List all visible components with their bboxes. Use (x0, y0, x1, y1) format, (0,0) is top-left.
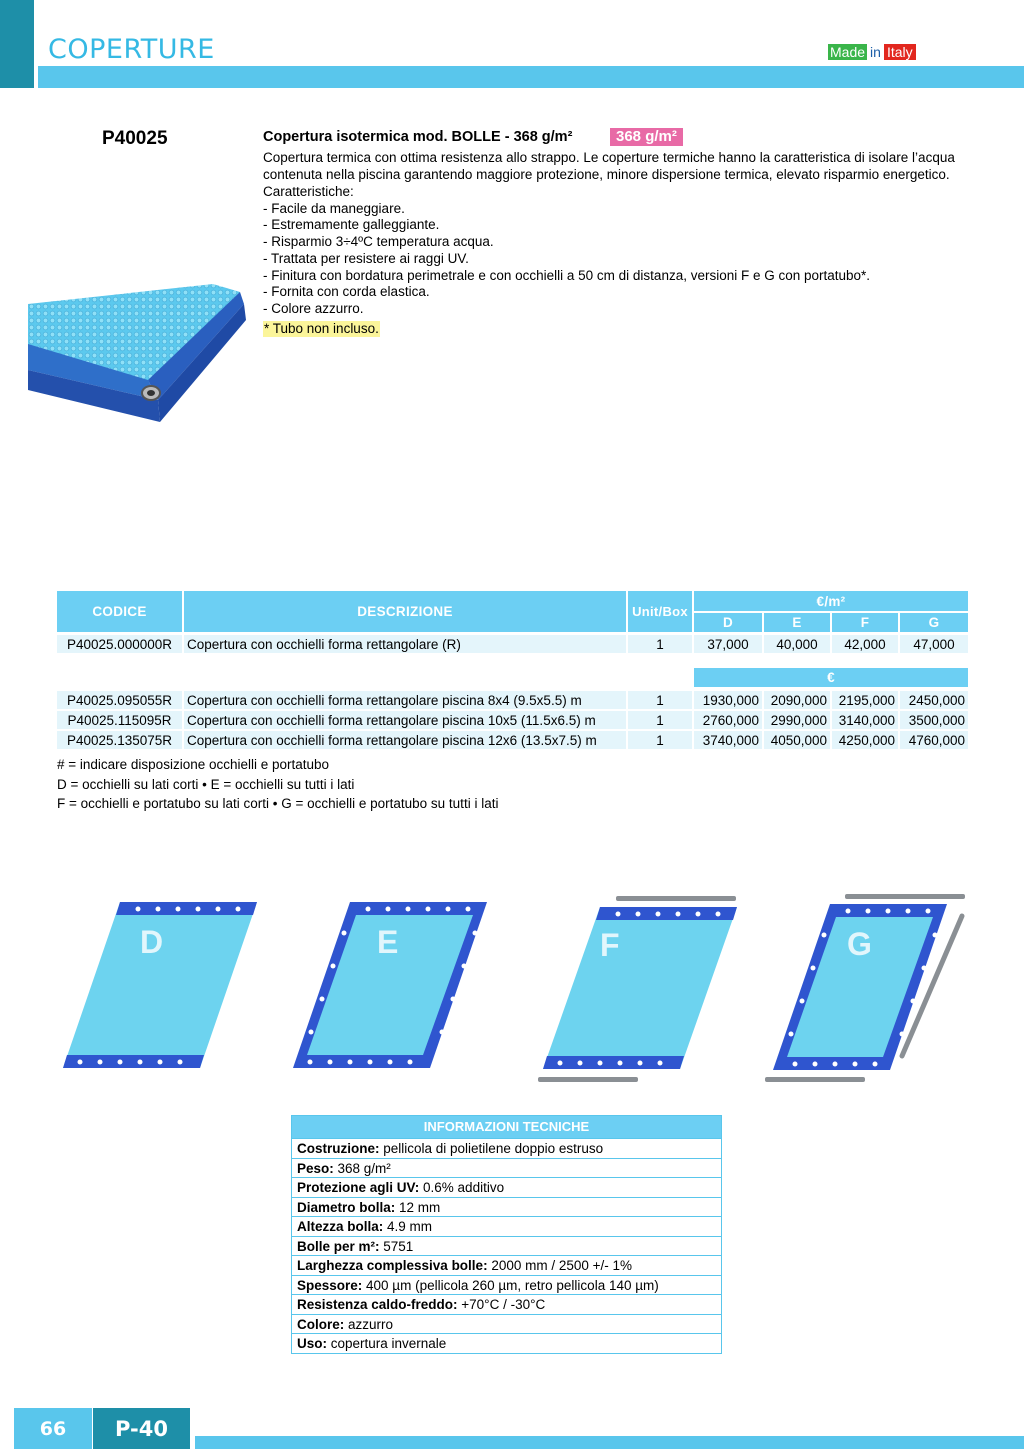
tech-label: Peso: (297, 1160, 334, 1176)
tech-value: +70°C / -30°C (457, 1297, 546, 1312)
cell-unit: 1 (628, 731, 692, 749)
footer-bar (195, 1436, 1024, 1449)
header-bar (38, 66, 1024, 88)
tech-value: 0.6% additivo (419, 1180, 505, 1195)
header-codice: CODICE (57, 591, 182, 632)
cell-price-g: 3500,000 (900, 711, 968, 729)
header-sidebar-block (0, 0, 34, 88)
feature-item: - Risparmio 3÷4ºC temperatura acqua. (263, 234, 494, 250)
cell-description: Copertura con occhielli forma rettangolare (R) (184, 635, 626, 653)
tech-label: Larghezza complessiva bolle: (297, 1258, 488, 1273)
made-in-italy-badge (828, 44, 916, 60)
cell-price-e: 2990,000 (764, 711, 830, 729)
cell-price-e: 2090,000 (764, 691, 830, 709)
cell-unit: 1 (628, 711, 692, 729)
legend-line: F = occhielli e portatubo su lati corti • G = occhielli e portatubo su tutti i lati (57, 796, 499, 812)
tech-row (292, 1216, 721, 1236)
cell-price-f: 3140,000 (832, 711, 898, 729)
cell-description: Copertura con occhielli forma rettangolare piscina 12x6 (13.5x7.5) m (184, 731, 626, 749)
cell-code: P40025.135075R (57, 731, 182, 749)
tech-value: pellicola di polietilene doppio estruso (379, 1141, 604, 1156)
cell-price-f: 4250,000 (832, 731, 898, 749)
made-label: Made (830, 44, 866, 60)
cell-price-e: 40,000 (764, 635, 830, 653)
diagram-label-g: G (847, 926, 872, 962)
in-label: in (870, 44, 881, 60)
diagram-label-e: E (377, 924, 399, 960)
cell-price-d: 2760,000 (694, 711, 762, 729)
weight-badge: 368 g/m² (610, 128, 683, 146)
header-col-d: D (694, 613, 762, 632)
tech-row (292, 1314, 721, 1334)
cell-price-e: 4050,000 (764, 731, 830, 749)
tech-label: Resistenza caldo-freddo: (297, 1297, 458, 1312)
features-list (263, 184, 983, 318)
diagram-d (63, 902, 257, 1068)
tech-value: azzurro (344, 1316, 394, 1332)
cell-description: Copertura con occhielli forma rettangolare piscina 8x4 (9.5x5.5) m (184, 691, 626, 709)
tech-row (292, 1333, 721, 1353)
tech-row (292, 1294, 721, 1314)
cover-type-diagrams (50, 888, 980, 1098)
legend (57, 755, 498, 814)
page-code: P-40 (93, 1408, 190, 1449)
tech-row (292, 1236, 721, 1256)
product-photo (28, 282, 248, 427)
tech-row (292, 1177, 721, 1197)
cell-code: P40025.095055R (57, 691, 182, 709)
cell-price-g: 47,000 (900, 635, 968, 653)
tech-label: Costruzione: (297, 1141, 380, 1156)
tech-value: 400 µm (pellicola 260 µm, retro pellicola 140 µm) (362, 1277, 659, 1293)
tech-label: Uso: (297, 1336, 327, 1351)
page-number: 66 (14, 1408, 92, 1449)
tech-row (292, 1275, 721, 1295)
cell-code: P40025.000000R (57, 635, 182, 653)
tech-value: 2000 mm / 2500 +/- 1% (487, 1258, 633, 1273)
tech-value: 5751 (379, 1238, 414, 1254)
tech-label: Diametro bolla: (297, 1199, 396, 1215)
cell-price-d: 1930,000 (694, 691, 762, 709)
diagram-e (293, 902, 487, 1068)
tech-value: 4.9 mm (383, 1219, 433, 1234)
tech-info-title: INFORMAZIONI TECNICHE (292, 1116, 721, 1138)
tech-row (292, 1158, 721, 1178)
cell-price-g: 4760,000 (900, 731, 968, 749)
feature-item: - Colore azzurro. (263, 300, 364, 316)
features-title: Caratteristiche: (263, 184, 354, 199)
cell-price-d: 3740,000 (694, 731, 762, 749)
cell-price-f: 42,000 (832, 635, 898, 653)
header-col-e: E (764, 613, 830, 632)
tech-value: copertura invernale (327, 1336, 447, 1351)
tech-label: Colore: (297, 1316, 345, 1332)
legend-line: # = indicare disposizione occhielli e portatubo (57, 757, 330, 772)
product-code: P40025 (102, 128, 168, 149)
diagram-label-f: F (600, 927, 620, 963)
cell-price-g: 2450,000 (900, 691, 968, 709)
tech-value: 12 mm (395, 1199, 441, 1215)
feature-item: - Trattata per resistere ai raggi UV. (263, 250, 469, 266)
section-title: COPERTURE (48, 34, 215, 65)
tech-row (292, 1138, 721, 1158)
tech-info-table (291, 1115, 722, 1354)
legend-line: D = occhielli su lati corti • E = occhielli su tutti i lati (57, 776, 355, 792)
header-price-m2: €/m² (694, 591, 968, 611)
feature-item: - Finitura con bordatura perimetrale e con occhielli a 50 cm di distanza, versioni F e G con portatubo*. (263, 267, 871, 283)
italy-label: Italy (884, 44, 916, 60)
cell-price-d: 37,000 (694, 635, 762, 653)
cell-description: Copertura con occhielli forma rettangolare piscina 10x5 (11.5x6.5) m (184, 711, 626, 729)
cell-price-f: 2195,000 (832, 691, 898, 709)
diagram-f (538, 896, 737, 1082)
header-unit-box: Unit/Box (628, 591, 692, 632)
header-price-eur: € (694, 668, 968, 687)
diagram-g (765, 894, 965, 1082)
product-description: Copertura termica con ottima resistenza allo strappo. Le coperture termiche hanno la caratteristica di isolare l’acqua contenuta nella piscina garantendo maggiore protezione, minore dispersione termica, elevato risparmio energetico. (263, 150, 955, 182)
header-descrizione: DESCRIZIONE (184, 591, 626, 632)
feature-item: - Facile da maneggiare. (263, 200, 405, 216)
tube-note: * Tubo non incluso. (264, 321, 379, 336)
cell-code: P40025.115095R (57, 711, 182, 729)
cell-unit: 1 (628, 691, 692, 709)
feature-item: - Fornita con corda elastica. (263, 284, 430, 300)
header-col-f: F (832, 613, 898, 632)
tech-value: 368 g/m² (333, 1160, 391, 1176)
tech-label: Altezza bolla: (297, 1219, 384, 1234)
tech-label: Bolle per m²: (297, 1238, 380, 1254)
tech-label: Protezione agli UV: (297, 1180, 420, 1195)
tech-row (292, 1197, 721, 1217)
product-title: Copertura isotermica mod. BOLLE - 368 g/m² (263, 129, 573, 145)
cell-unit: 1 (628, 635, 692, 653)
header-col-g: G (900, 613, 968, 632)
diagram-label-d: D (140, 924, 164, 960)
tech-label: Spessore: (297, 1277, 363, 1293)
tech-row (292, 1255, 721, 1275)
feature-item: - Estremamente galleggiante. (263, 217, 440, 233)
